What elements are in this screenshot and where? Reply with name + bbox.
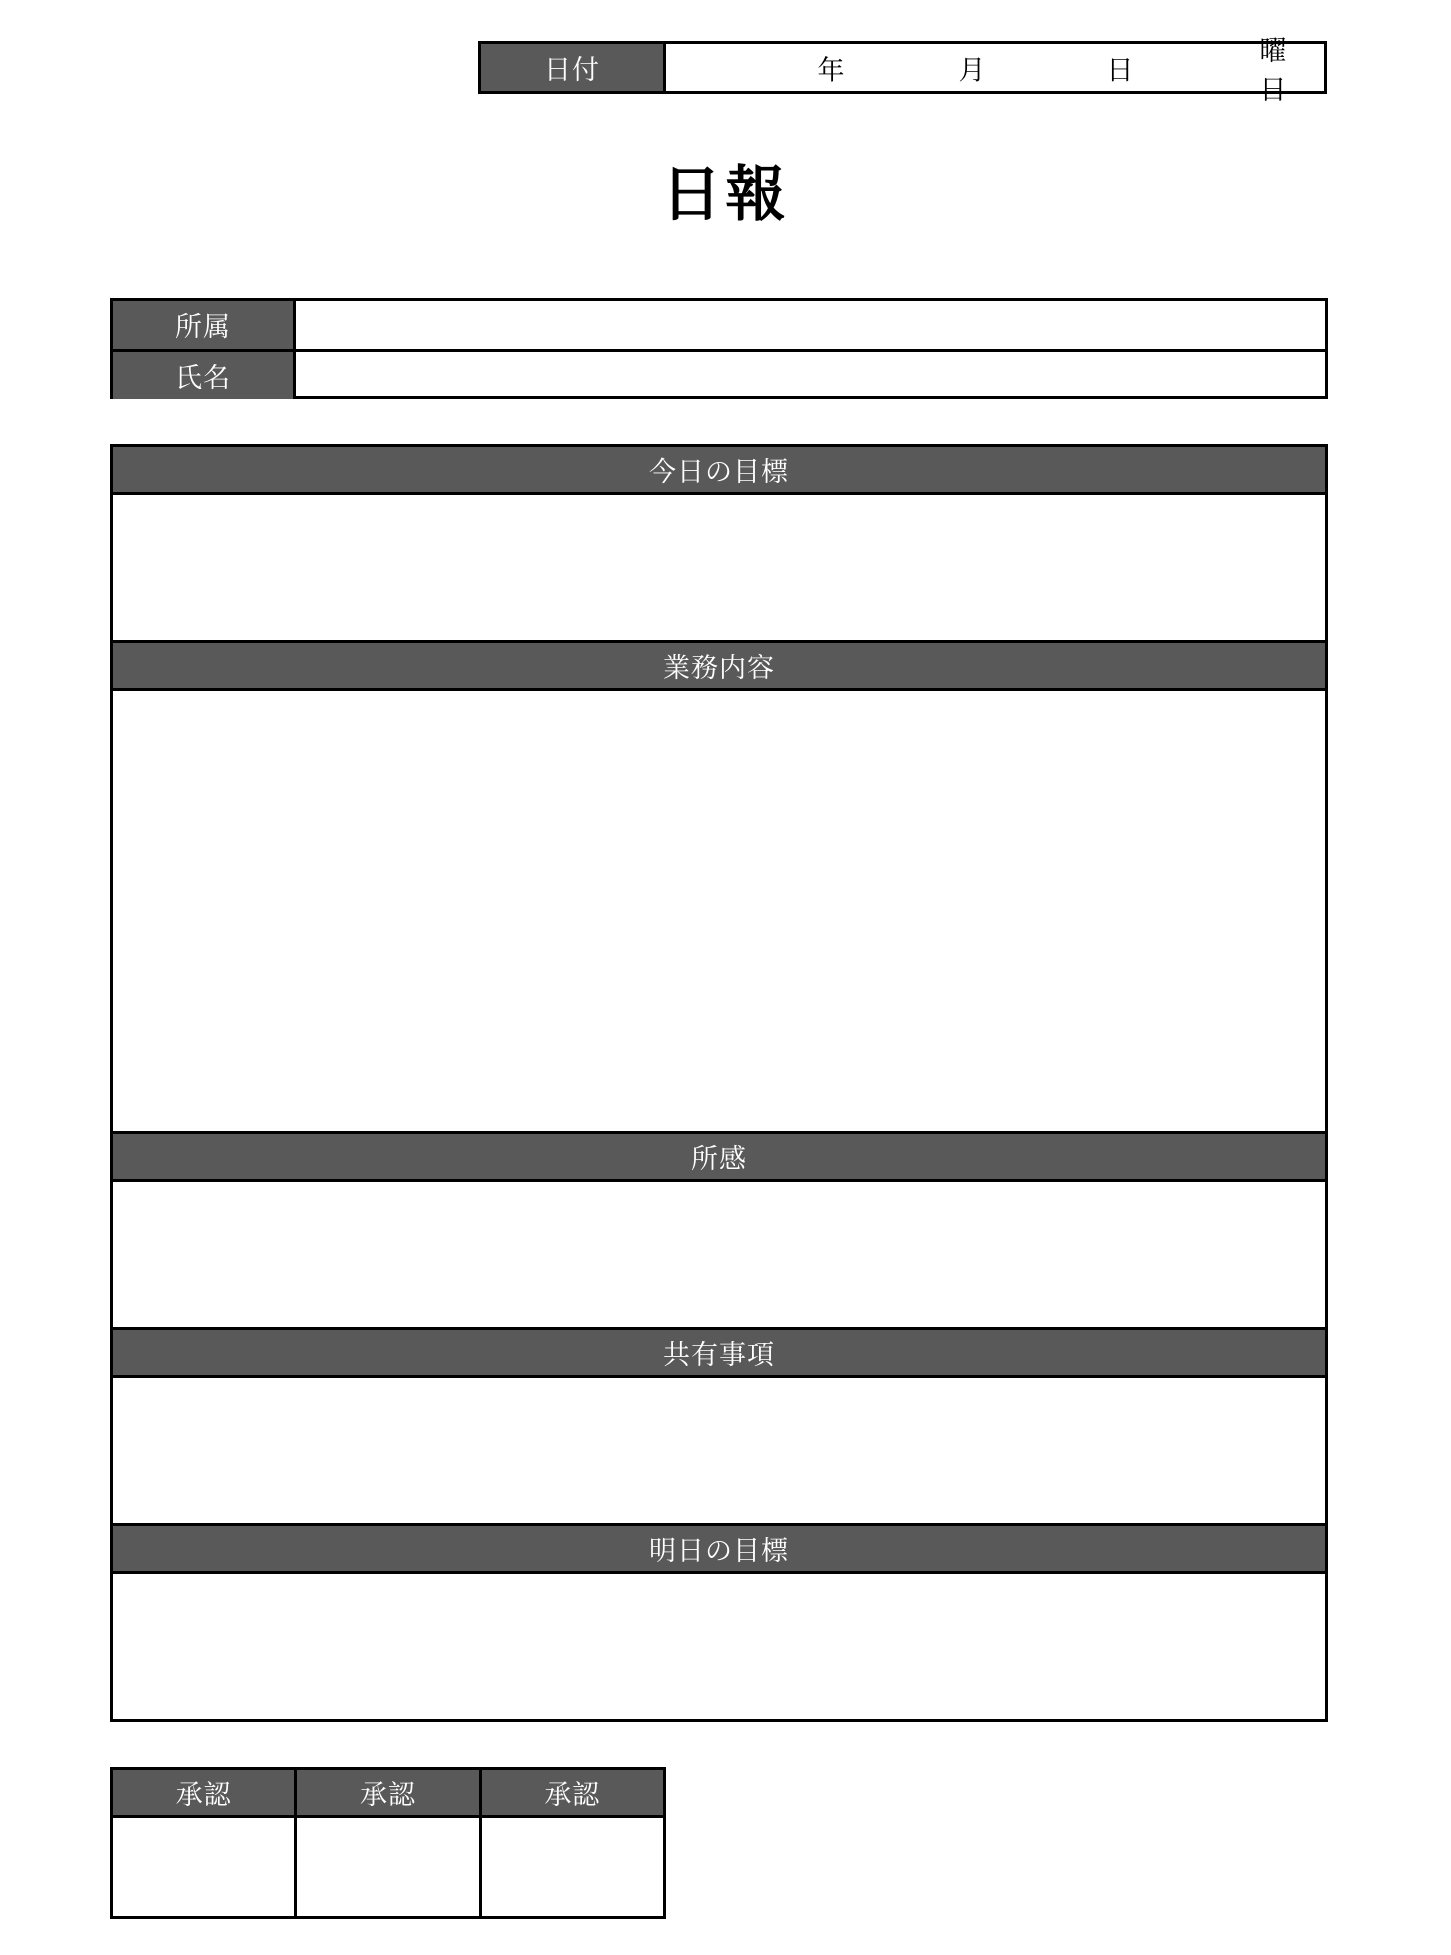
name-field[interactable] [296,352,1325,400]
date-bar [478,35,1327,106]
today-goal-header: 今日の目標 [113,447,1325,495]
month-unit: 月 [958,55,986,86]
work-content-field[interactable] [113,691,1325,1134]
affiliation-row [113,301,1325,349]
affiliation-label: 所属 [113,301,296,349]
approval-column [294,1770,478,1916]
approval-label: 承認 [482,1770,663,1818]
shared-items-header: 共有事項 [113,1330,1325,1378]
approval-column [113,1770,294,1916]
name-row [113,349,1325,400]
approval-stamp-box[interactable] [113,1818,294,1916]
report-sections [110,444,1328,1722]
info-table [110,298,1328,399]
page-title: 日報 [661,160,790,230]
tomorrow-goal-field[interactable] [113,1574,1325,1719]
tomorrow-goal-header: 明日の目標 [113,1526,1325,1574]
approval-table [110,1767,666,1919]
date-label: 日付 [481,44,666,91]
affiliation-field[interactable] [296,301,1325,349]
weekday-unit: 曜日 [1259,35,1287,106]
name-label: 氏名 [113,352,296,400]
day-unit: 日 [1106,55,1134,86]
approval-column [479,1770,663,1916]
today-goal-field[interactable] [113,495,1325,643]
work-content-header: 業務内容 [113,643,1325,691]
year-unit: 年 [817,55,845,86]
shared-items-field[interactable] [113,1378,1325,1526]
date-field[interactable] [666,35,1324,106]
impressions-field[interactable] [113,1182,1325,1330]
impressions-header: 所感 [113,1134,1325,1182]
approval-label: 承認 [113,1770,294,1818]
approval-stamp-box[interactable] [482,1818,663,1916]
approval-label: 承認 [297,1770,478,1818]
approval-stamp-box[interactable] [297,1818,478,1916]
